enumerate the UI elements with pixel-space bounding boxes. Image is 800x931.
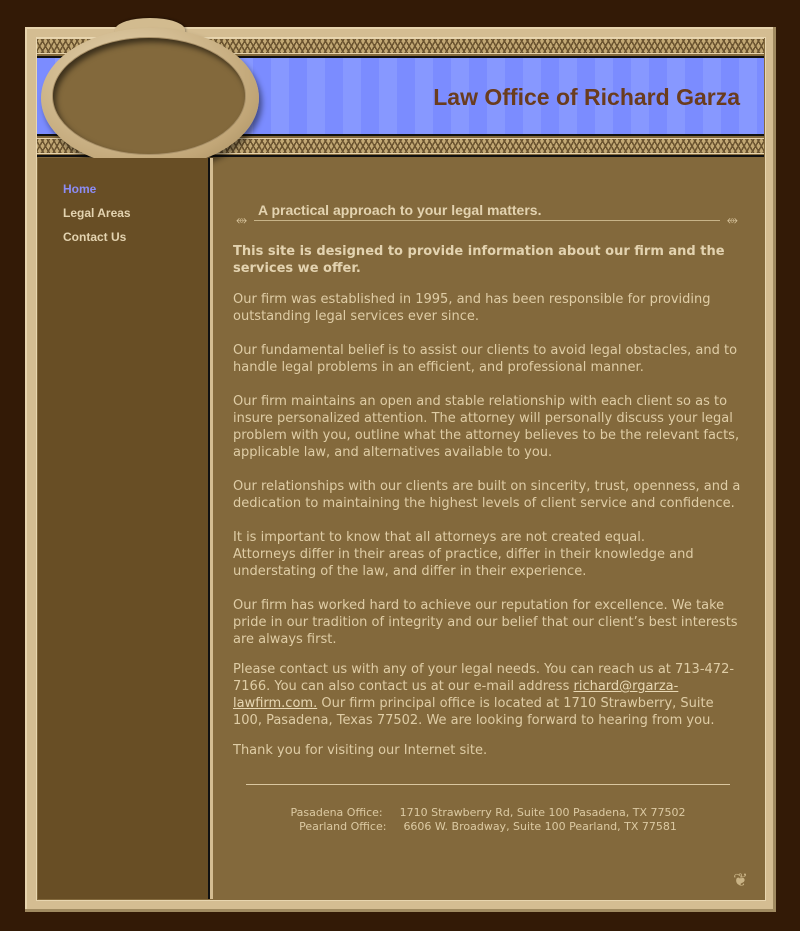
site-title: Law Office of Richard Garza (433, 84, 740, 110)
sidebar-separator (210, 158, 213, 899)
logo-oval-inner (53, 38, 245, 154)
leaf-ornament-icon: ❦ (733, 870, 749, 891)
paragraph-attorneys-equal: It is important to know that all attorneys are not created equal. (233, 530, 645, 545)
nav-item-home[interactable]: Home (63, 182, 97, 196)
paragraph-attorneys-differ: Attorneys differ in their areas of practice, differ in their knowledge and understating of the law, and differ in their experience. (233, 547, 694, 579)
intro-heading: This site is designed to provide information about our firm and the services we offer. (233, 244, 725, 276)
left-flourish-icon: ⥈ (236, 212, 248, 228)
sidebar-nav (63, 182, 131, 254)
office-address: 1710 Strawberry Rd, Suite 100 Pasadena, TX 77502 (399, 806, 686, 819)
email-link[interactable]: richard@rgarza-lawfirm.com. (233, 679, 679, 711)
office-pearland (233, 820, 743, 834)
nav-item-contact-us[interactable]: Contact Us (63, 230, 127, 244)
paragraph-relationship: Our firm maintains an open and stable relationship with each client so as to insure personalized attention. The attorney will personally discuss your legal problem with you, outline what the attorney believes to be the relevant facts, applicable law, and alternatives available to you. (233, 394, 740, 460)
tagline-text: A practical approach to your legal matters. (258, 202, 542, 218)
right-flourish-icon: ⥈ (726, 212, 738, 228)
office-pasadena (233, 806, 743, 820)
office-label: Pearland Office: (299, 820, 387, 833)
contact-text-after: Our firm principal office is located at 1710 Strawberry, Suite 100, Pasadena, Texas 77502. We are looking forward to hearing from you. (233, 696, 715, 728)
thank-you-text: Thank you for visiting our Internet site. (233, 743, 488, 758)
paragraph-established: Our firm was established in 1995, and has been responsible for providing outstanding legal services ever since. (233, 292, 711, 324)
paragraph-excellence: Our firm has worked hard to achieve our reputation for excellence. We take pride in our tradition of integrity and our belief that our client’s best interests are always first. (233, 598, 738, 647)
tagline-banner (236, 202, 738, 228)
office-address: 6606 W. Broadway, Suite 100 Pearland, TX 77581 (403, 820, 677, 833)
paragraph-values: Our relationships with our clients are built on sincerity, trust, openness, and a dedication to maintaining the highest levels of client service and confidence. (233, 479, 741, 511)
paragraph-belief: Our fundamental belief is to assist our clients to avoid legal obstacles, and to handle legal problems in an efficient, and professional manner. (233, 343, 738, 375)
contact-text-before: Please contact us with any of your legal needs. You can reach us at 713-472-7166. You can also contact us at our e-mail address (233, 662, 735, 694)
paragraph-contact (233, 661, 745, 729)
sidebar (38, 158, 210, 899)
nav-item-legal-areas[interactable]: Legal Areas (63, 206, 131, 220)
tagline-rule (254, 220, 720, 221)
footer-divider (246, 784, 730, 785)
office-label: Pasadena Office: (290, 806, 383, 819)
